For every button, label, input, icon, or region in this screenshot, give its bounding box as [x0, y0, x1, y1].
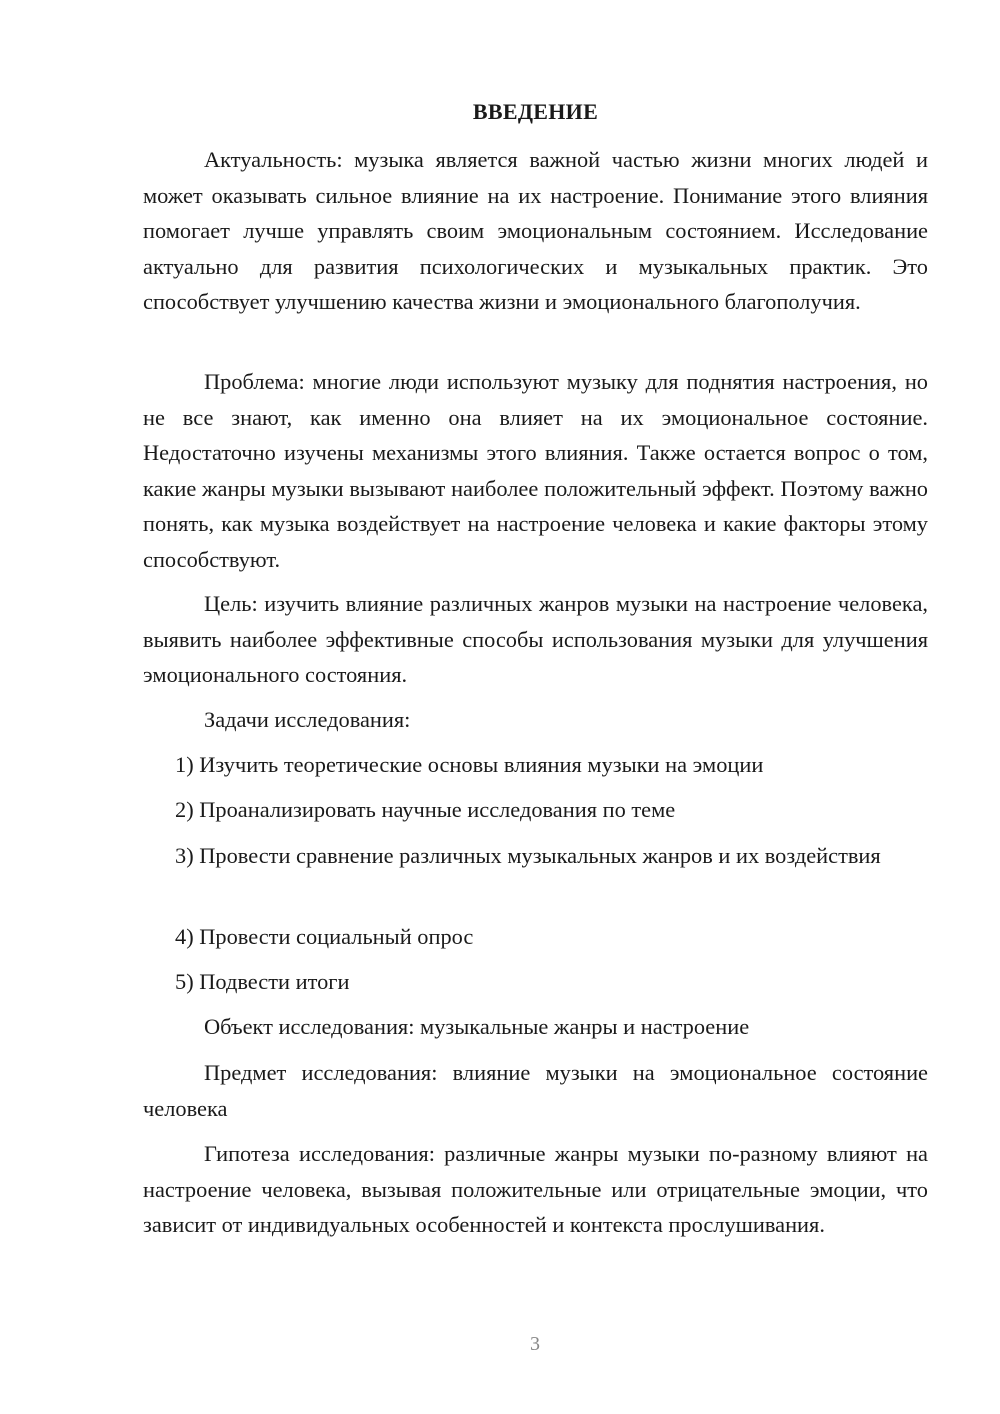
task-item-3: 3) Провести сравнение различных музыкальных жанров и их воздействия [175, 843, 881, 868]
relevance-paragraph: Актуальность: музыка является важной частью жизни многих людей и может оказывать сильное влияние на их настроение. Понимание этого влияния помогает лучше управлять своим эмоциональным состоянием. Исследование актуально для развития психологических и музыкальных практик. Это способствует улучшению качества жизни и эмоционального благополучия. [143, 147, 928, 314]
page-number: 3 [530, 1333, 540, 1355]
problem-paragraph: Проблема: многие люди используют музыку для поднятия настроения, но не все знают, как именно она влияет на их эмоциональное состояние. Недостаточно изучены механизмы этого влияния. Также остается вопрос о том, какие жанры музыки вызывают наиболее положительный эффект. Поэтому важно понять, как музыка воздействует на настроение человека и какие факторы этому способствуют. [143, 369, 928, 572]
object-paragraph: Объект исследования: музыкальные жанры и настроение [204, 1014, 750, 1039]
tasks-title: Задачи исследования: [204, 707, 411, 732]
task-item-4: 4) Провести социальный опрос [175, 924, 474, 949]
task-item-2: 2) Проанализировать научные исследования по теме [175, 797, 676, 822]
task-item-1: 1) Изучить теоретические основы влияния музыки на эмоции [175, 752, 764, 777]
subject-paragraph: Предмет исследования: влияние музыки на эмоциональное состояние человека [143, 1060, 928, 1121]
page-heading: ВВЕДЕНИЕ [472, 99, 599, 124]
hypothesis-paragraph: Гипотеза исследования: различные жанры музыки по-разному влияют на настроение человека, вызывая положительные или отрицательные эмоции, что зависит от индивидуальных особенностей и контекста прослушивания. [143, 1141, 928, 1237]
goal-paragraph: Цель: изучить влияние различных жанров музыки на настроение человека, выявить наиболее эффективные способы использования музыки для улучшения эмоционального состояния. [143, 591, 928, 687]
task-item-5: 5) Подвести итоги [175, 969, 350, 994]
